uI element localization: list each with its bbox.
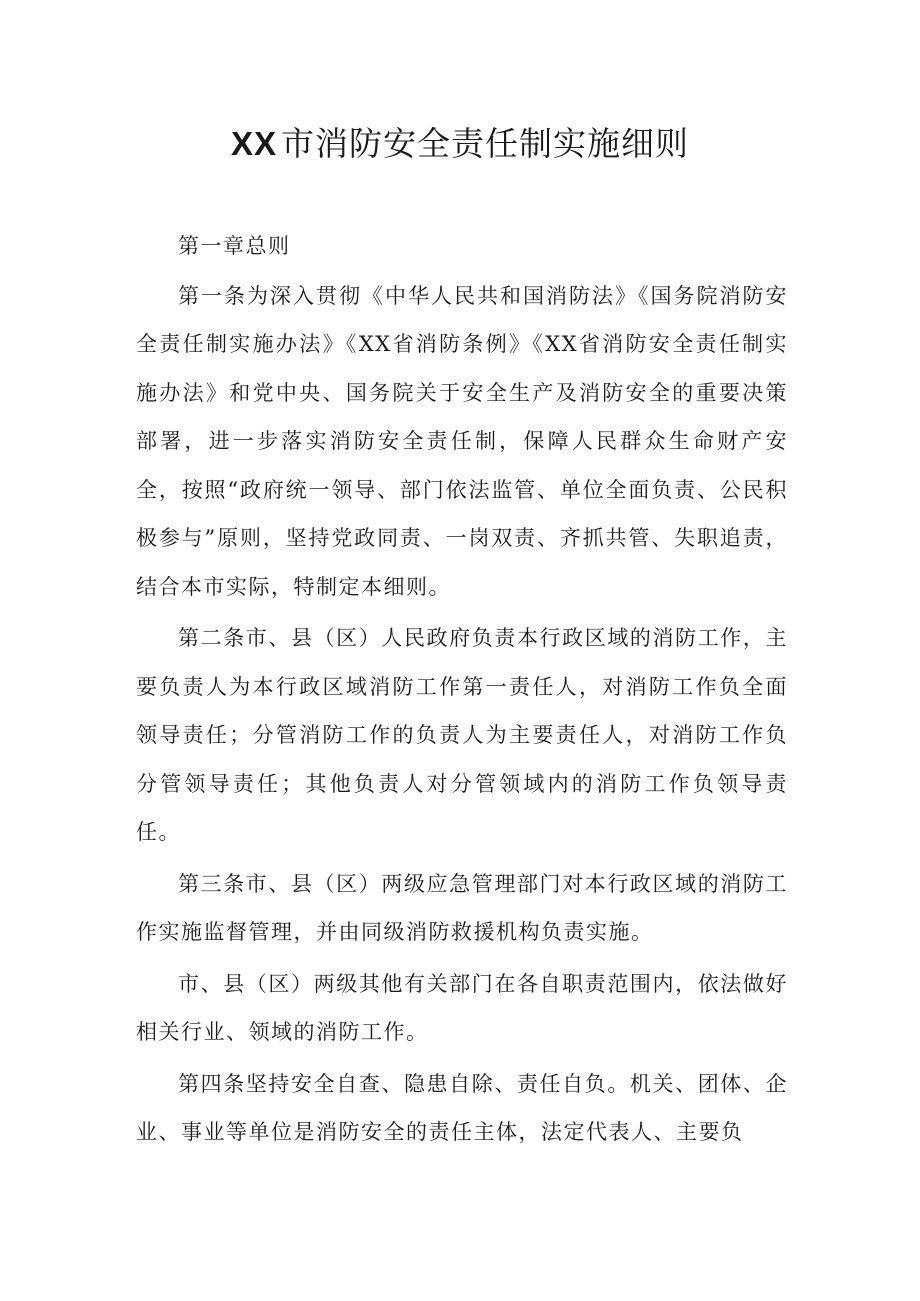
chapter-heading: 第一章总则 <box>178 234 291 258</box>
article-3-paragraph: 第三条市、县（区）两级应急管理部门对本行政区域的消防工作实施监督管理，并由同级消防救援机构负责实施。 <box>136 871 788 944</box>
article-4-paragraph: 第四条坚持安全自查、隐患自除、责任自负。机关、团体、企业、事业等单位是消防安全的责任主体，法定代表人、主要负 <box>136 1071 788 1144</box>
article-1-paragraph: 第一条为深入贯彻《中华人民共和国消防法》《国务院消防安全责任制实施办法》《XX省消防条例》《XX省消防安全责任制实施办法》和党中央、国务院关于安全生产及消防安全的重要决策部署，进一步落实消防安全责任制，保障人民群众生命财产安全，按照“政府统一领导、部门依法监管、单位全面负责、公民积极参与”原则，坚持党政同责、一岗双责、齐抓共管、失职追责，结合本市实际，特制定本细则。 <box>136 283 788 599</box>
document-body <box>136 222 788 1157</box>
article-2-paragraph: 第二条市、县（区）人民政府负责本行政区域的消防工作，主要负责人为本行政区域消防工作第一责任人，对消防工作负全面领导责任；分管消防工作的负责人为主要责任人，对消防工作负分管领导责任；其他负责人对分管领域内的消防工作负领导责任。 <box>136 626 788 844</box>
document-title-text: 市消防安全责任制实施细则 <box>281 124 690 163</box>
article-3-continued-paragraph: 市、县（区）两级其他有关部门在各自职责范围内，依法做好相关行业、领域的消防工作。 <box>136 971 788 1044</box>
document-title <box>0 118 920 170</box>
document-title-prefix: XX <box>230 125 278 162</box>
